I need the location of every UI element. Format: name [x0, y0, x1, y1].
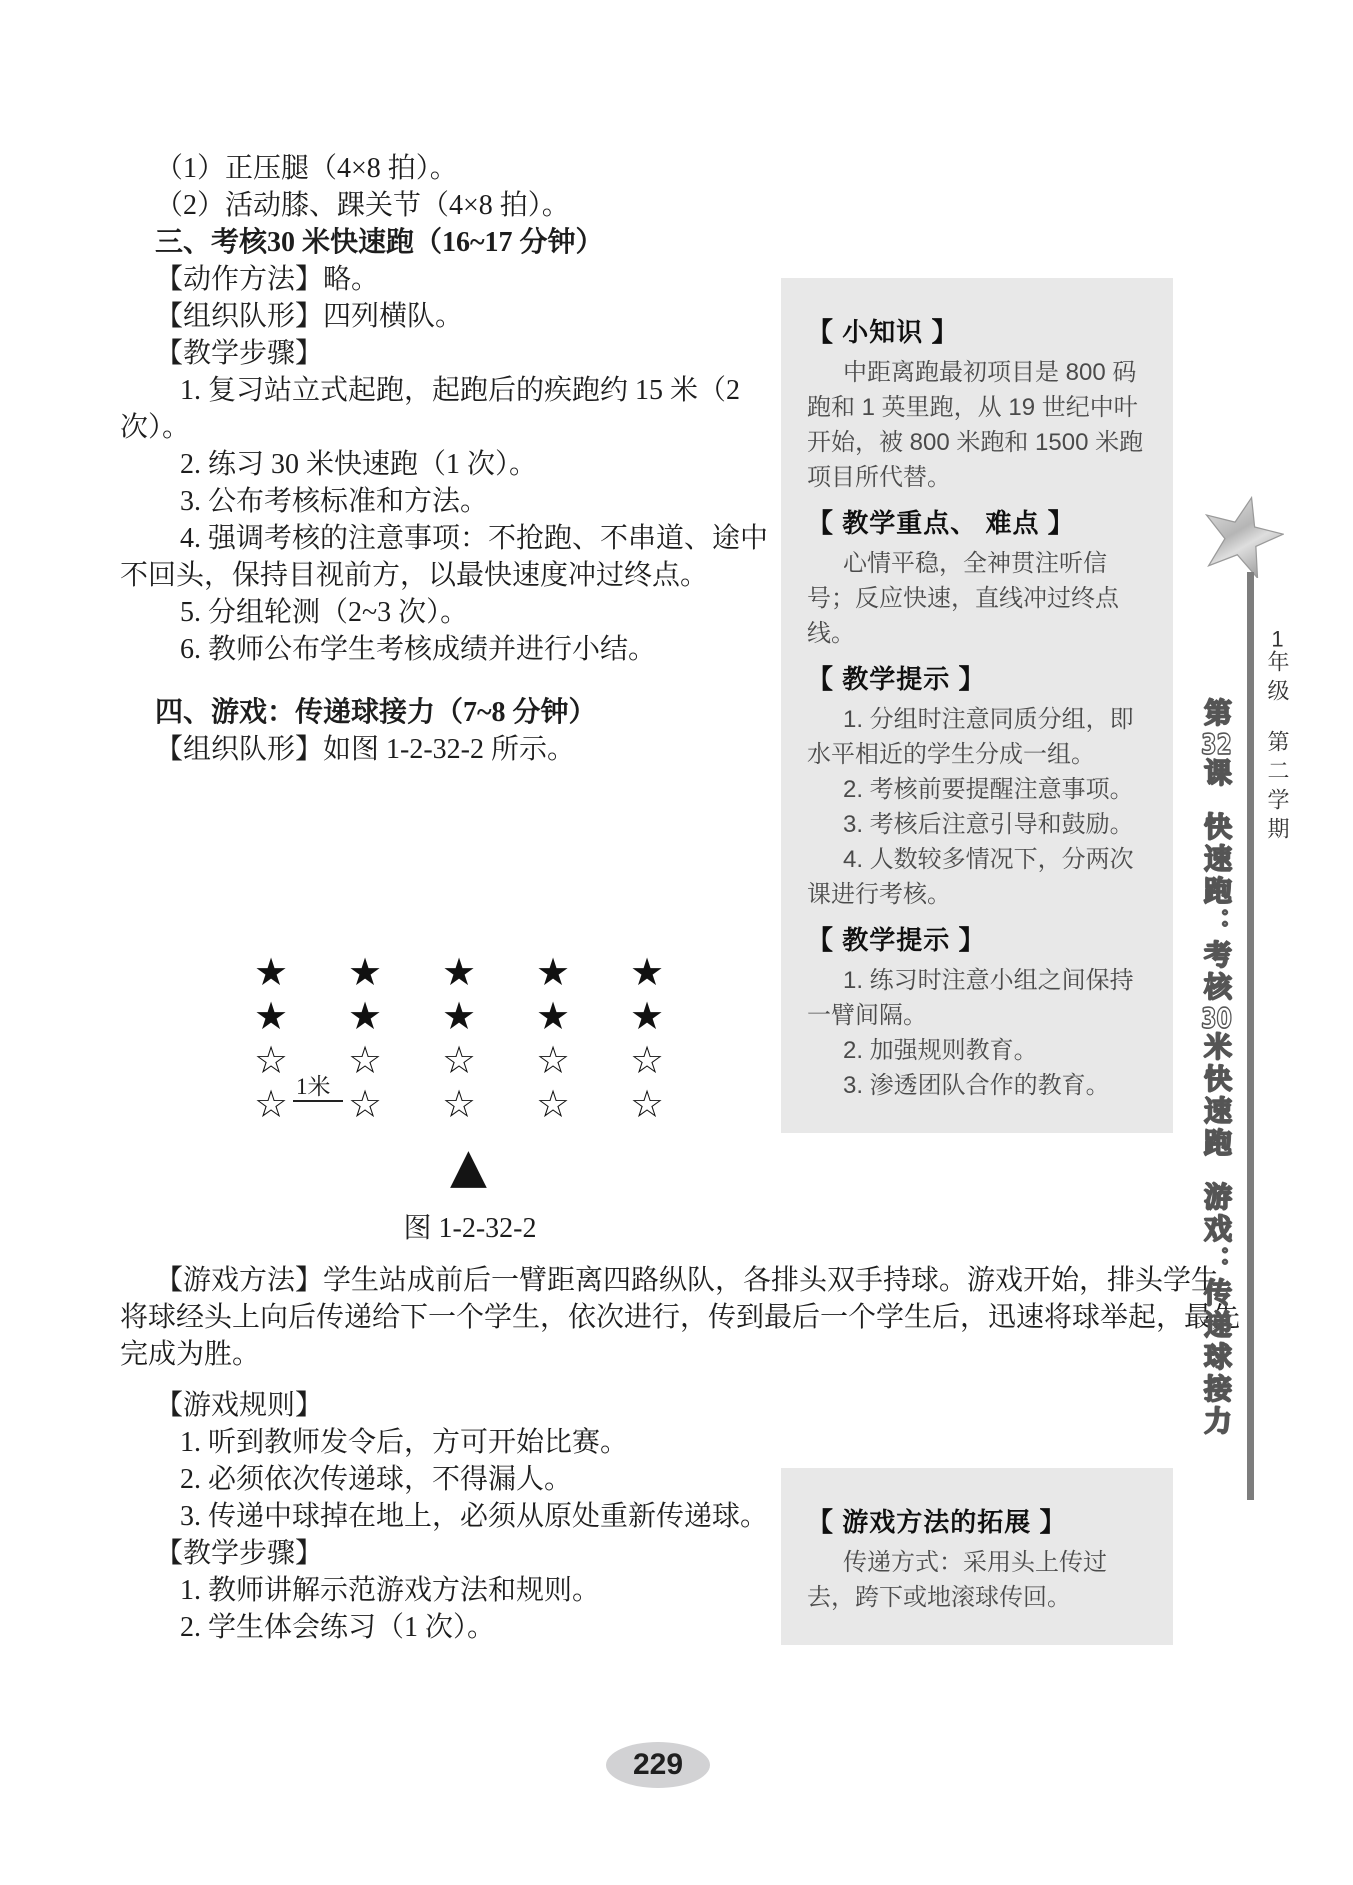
section4-steps-label: 【教学步骤】: [155, 1538, 324, 1569]
filled-star-icon: ★: [629, 994, 665, 1038]
lesson-prefix: 第: [1200, 698, 1233, 730]
warmup-item: （1）正压腿（4×8 拍）。: [155, 153, 458, 184]
game-rule: 1. 听到教师发令后，方可开始比赛。: [180, 1427, 629, 1458]
section3-step: 5. 分组轮测（2~3 次）。: [180, 597, 469, 628]
filled-star-icon: ★: [253, 950, 289, 994]
silver-star-icon: [1200, 494, 1284, 583]
section3-step: 1. 复习站立式起跑，起跑后的疾跑约 15 米（2 次）。: [120, 375, 741, 443]
term-label: 第二学期: [1265, 730, 1290, 846]
grade-term-vertical-label: [1266, 628, 1288, 846]
hollow-star-icon: ☆: [535, 1082, 571, 1126]
section3-steps-label: 【教学步骤】: [155, 338, 324, 369]
section3-heading: 三、考核30 米快速跑（16~17 分钟）: [155, 227, 604, 258]
tip-body: 传递方式：采用头上传过去，跨下或地滚球传回。: [807, 1549, 1107, 1611]
page-number: 229: [632, 1748, 684, 1781]
filled-star-icon: ★: [253, 994, 289, 1038]
hollow-star-icon: ☆: [253, 1082, 289, 1126]
teacher-triangle-icon: ▲: [450, 1138, 487, 1194]
tip-title: 【 教学重点、 难点 】: [807, 508, 1075, 538]
figure-caption: 图 1-2-32-2: [403, 1213, 537, 1244]
warmup-item: （2）活动膝、踝关节（4×8 拍）。: [155, 190, 570, 221]
grade-number: 1: [1271, 628, 1284, 650]
lesson-part1: 快速跑：考核: [1200, 812, 1233, 1004]
lesson-number: 32: [1201, 730, 1232, 758]
section4-step: 1. 教师讲解示范游戏方法和规则。: [180, 1575, 601, 1606]
lesson-unit: 课: [1200, 758, 1233, 790]
distance-label: 1米: [296, 1074, 331, 1099]
grade-label: 年级: [1265, 650, 1290, 708]
game-rule: 2. 必须依次传递球，不得漏人。: [180, 1464, 573, 1495]
game-rules-label: 【游戏规则】: [155, 1390, 324, 1421]
section3-step: 4. 强调考核的注意事项：不抢跑、不串道、途中不回头，保持目视前方，以最快速度冲过终点。: [120, 523, 769, 591]
section4-heading: 四、游戏：传递球接力（7~8 分钟）: [155, 697, 597, 728]
lesson-title-vertical-label: [1200, 698, 1233, 1438]
tip-box-knowledge: [781, 278, 1173, 1133]
section3-step: 6. 教师公布学生考核成绩并进行小结。: [180, 634, 657, 665]
tip-item: 2. 加强规则教育。: [843, 1037, 1038, 1064]
filled-star-icon: ★: [535, 950, 571, 994]
section4-formation-line: 【组织队形】如图 1-2-32-2 所示。: [155, 734, 575, 765]
section3-step: 3. 公布考核标准和方法。: [180, 486, 489, 517]
lesson-number2: 30: [1201, 1004, 1232, 1032]
filled-star-icon: ★: [441, 994, 477, 1038]
tip-title: 【 教学提示 】: [807, 664, 986, 694]
tip-item: 1. 练习时注意小组之间保持一臂间隔。: [807, 967, 1134, 1029]
hollow-star-icon: ☆: [347, 1038, 383, 1082]
hollow-star-icon: ☆: [253, 1038, 289, 1082]
tip-title: 【 教学提示 】: [807, 925, 986, 955]
figure-row: [251, 950, 780, 994]
hollow-star-icon: ☆: [441, 1082, 477, 1126]
section3-step: 2. 练习 30 米快速跑（1 次）。: [180, 449, 538, 480]
hollow-star-icon: ☆: [629, 1082, 665, 1126]
tip-body: 中距离跑最初项目是 800 码跑和 1 英里跑，从 19 世纪中叶开始，被 800 米跑和 1500 米跑项目所代替。: [807, 359, 1144, 491]
tip-title: 【 游戏方法的拓展 】: [807, 1507, 1067, 1537]
filled-star-icon: ★: [347, 950, 383, 994]
tip-item: 1. 分组时注意同质分组，即水平相近的学生分成一组。: [807, 706, 1134, 768]
section3-formation-line: 【组织队形】四列横队。: [155, 301, 464, 332]
section4-step: 2. 学生体会练习（1 次）。: [180, 1612, 496, 1643]
tip-item: 2. 考核前要提醒注意事项。: [843, 776, 1134, 803]
filled-star-icon: ★: [441, 950, 477, 994]
section3-method-line: 【动作方法】略。: [155, 264, 380, 295]
hollow-star-icon: ☆: [535, 1038, 571, 1082]
hollow-star-icon: ☆: [441, 1038, 477, 1082]
tip-title: 【 小知识 】: [807, 317, 959, 347]
figure-row: [251, 994, 780, 1038]
game-method-paragraph: 【游戏方法】学生站成前后一臂距离四路纵队，各排头双手持球。游戏开始，排头学生将球经头上向后传递给下一个学生，依次进行，传到最后一个学生后，迅速将球举起，最先完成为胜。: [120, 1265, 1241, 1370]
hollow-star-icon: ☆: [629, 1038, 665, 1082]
tip-item: 4. 人数较多情况下，分两次课进行考核。: [807, 846, 1134, 908]
tip-body: 心情平稳，全神贯注听信号；反应快速，直线冲过终点线。: [807, 550, 1119, 647]
tip-box-game-extension: [781, 1468, 1173, 1645]
tip-item: 3. 考核后注意引导和鼓励。: [843, 811, 1134, 838]
formation-figure: [120, 938, 780, 1268]
tip-item: 3. 渗透团队合作的教育。: [843, 1072, 1110, 1099]
hollow-star-icon: ☆: [347, 1082, 383, 1126]
game-rule: 3. 传递中球掉在地上，必须从原处重新传递球。: [180, 1501, 769, 1532]
filled-star-icon: ★: [535, 994, 571, 1038]
sidebar-vertical-bar: [1247, 572, 1254, 1500]
filled-star-icon: ★: [347, 994, 383, 1038]
filled-star-icon: ★: [629, 950, 665, 994]
page-number-badge: [606, 1742, 710, 1788]
lesson-part3: 游戏：传递球接力: [1200, 1182, 1233, 1438]
lesson-part2: 米快速跑: [1200, 1032, 1233, 1160]
